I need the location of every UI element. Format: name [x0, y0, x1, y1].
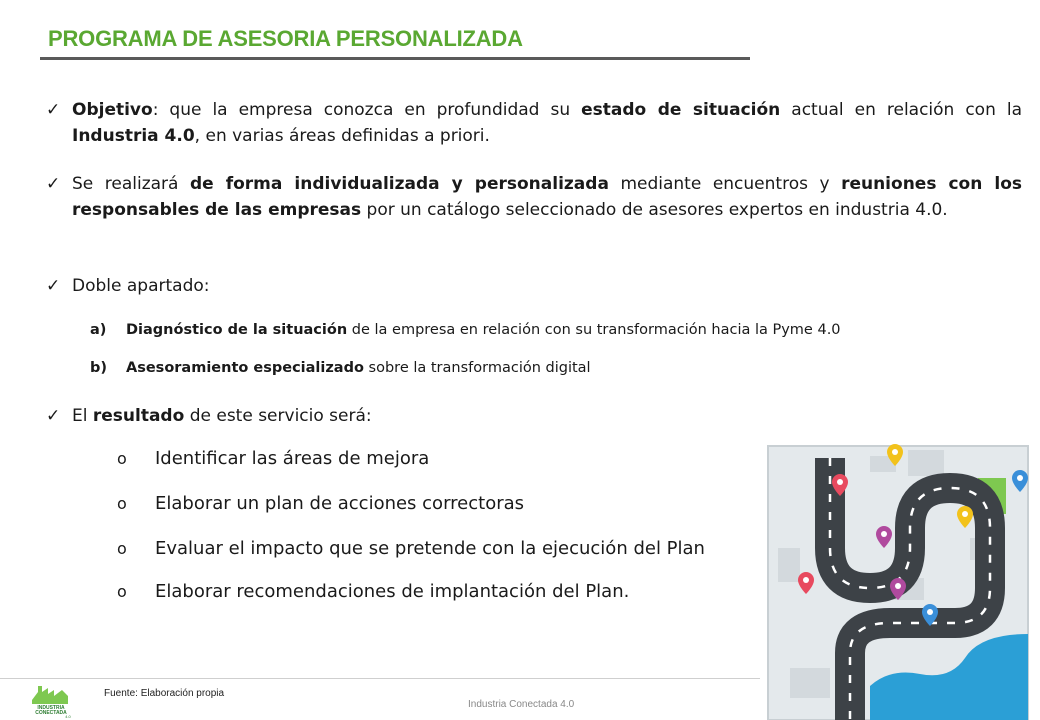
bullet-bold-text: de forma individualizada y personalizada: [189, 174, 609, 194]
page-title: PROGRAMA DE ASESORIA PERSONALIZADA: [48, 26, 523, 51]
bullet-text: mediante encuentros y: [608, 174, 842, 194]
sub-item-text: de la empresa en relación con su transformación hacia la Pyme 4.0: [347, 322, 841, 338]
sub-item-letter: a): [90, 322, 107, 338]
result-item-text: Evaluar el impacto que se pretende con la ejecución del Plan: [155, 538, 705, 559]
objetivo-label: Objetivo: [72, 100, 153, 120]
result-item-text: Identificar las áreas de mejora: [155, 448, 430, 469]
sub-item-bold: Diagnóstico de la situación: [126, 322, 348, 338]
circle-bullet-icon: o: [117, 539, 127, 558]
bullet-text: , en varias áreas definidas a priori.: [194, 126, 490, 146]
sub-item-b: [90, 358, 591, 378]
building-block: [790, 668, 830, 698]
circle-bullet-icon: o: [117, 582, 127, 601]
bullet-bold-text: resultado: [92, 406, 185, 426]
logo-text: 4.0: [65, 714, 71, 718]
checkmark-icon: ✓: [46, 174, 61, 194]
logo-text: INDUSTRIA: [37, 705, 65, 711]
building-block: [908, 450, 944, 476]
building-block: [778, 548, 800, 582]
bullet-text: : que la empresa conozca en profundidad su: [152, 100, 582, 120]
circle-bullet-icon: o: [117, 494, 127, 513]
circle-bullet-icon: o: [117, 449, 127, 468]
footer-label: Industria Conectada 4.0: [468, 699, 575, 710]
bullet-resultado: [46, 403, 1022, 429]
sub-item-a: [90, 320, 841, 340]
source-note: Fuente: Elaboración propia: [104, 688, 225, 699]
bullet-bold-text: reuniones con los responsables de las empresas: [72, 174, 1022, 220]
bullet-forma: [46, 171, 1022, 223]
bullet-text: Se realizará: [72, 174, 190, 194]
road-map-illustration: [760, 438, 1032, 720]
footer-divider: [0, 678, 760, 679]
sub-item-text: sobre la transformación digital: [363, 360, 591, 376]
checkmark-icon: ✓: [46, 100, 61, 120]
result-item: [117, 579, 629, 605]
result-item: [117, 536, 705, 562]
sub-item-bold: Asesoramiento especializado: [126, 360, 364, 376]
bullet-bold-text: estado de situación: [581, 100, 781, 120]
sub-item-letter: b): [90, 360, 108, 376]
bullet-bold-text: Industria 4.0: [72, 126, 195, 146]
title-divider: [40, 57, 750, 60]
bullet-text: por un catálogo seleccionado de asesores expertos en industria 4.0.: [361, 200, 948, 220]
bullet-text: actual en relación con la: [780, 100, 1022, 120]
result-item-text: Elaborar un plan de acciones correctoras: [155, 493, 525, 514]
checkmark-icon: ✓: [46, 406, 61, 426]
bullet-text: El: [72, 406, 93, 426]
industria-conectada-logo: [28, 680, 74, 718]
result-item: [117, 491, 524, 517]
checkmark-icon: ✓: [46, 276, 61, 296]
bullet-text: Doble apartado:: [72, 276, 210, 296]
bullet-doble-apartado: [46, 273, 1022, 299]
result-item-text: Elaborar recomendaciones de implantación del Plan.: [155, 581, 630, 602]
bullet-text: de este servicio será:: [184, 406, 372, 426]
logo-text: CONECTADA: [35, 710, 67, 716]
result-item: [117, 446, 429, 472]
bullet-objetivo: [46, 97, 1022, 149]
